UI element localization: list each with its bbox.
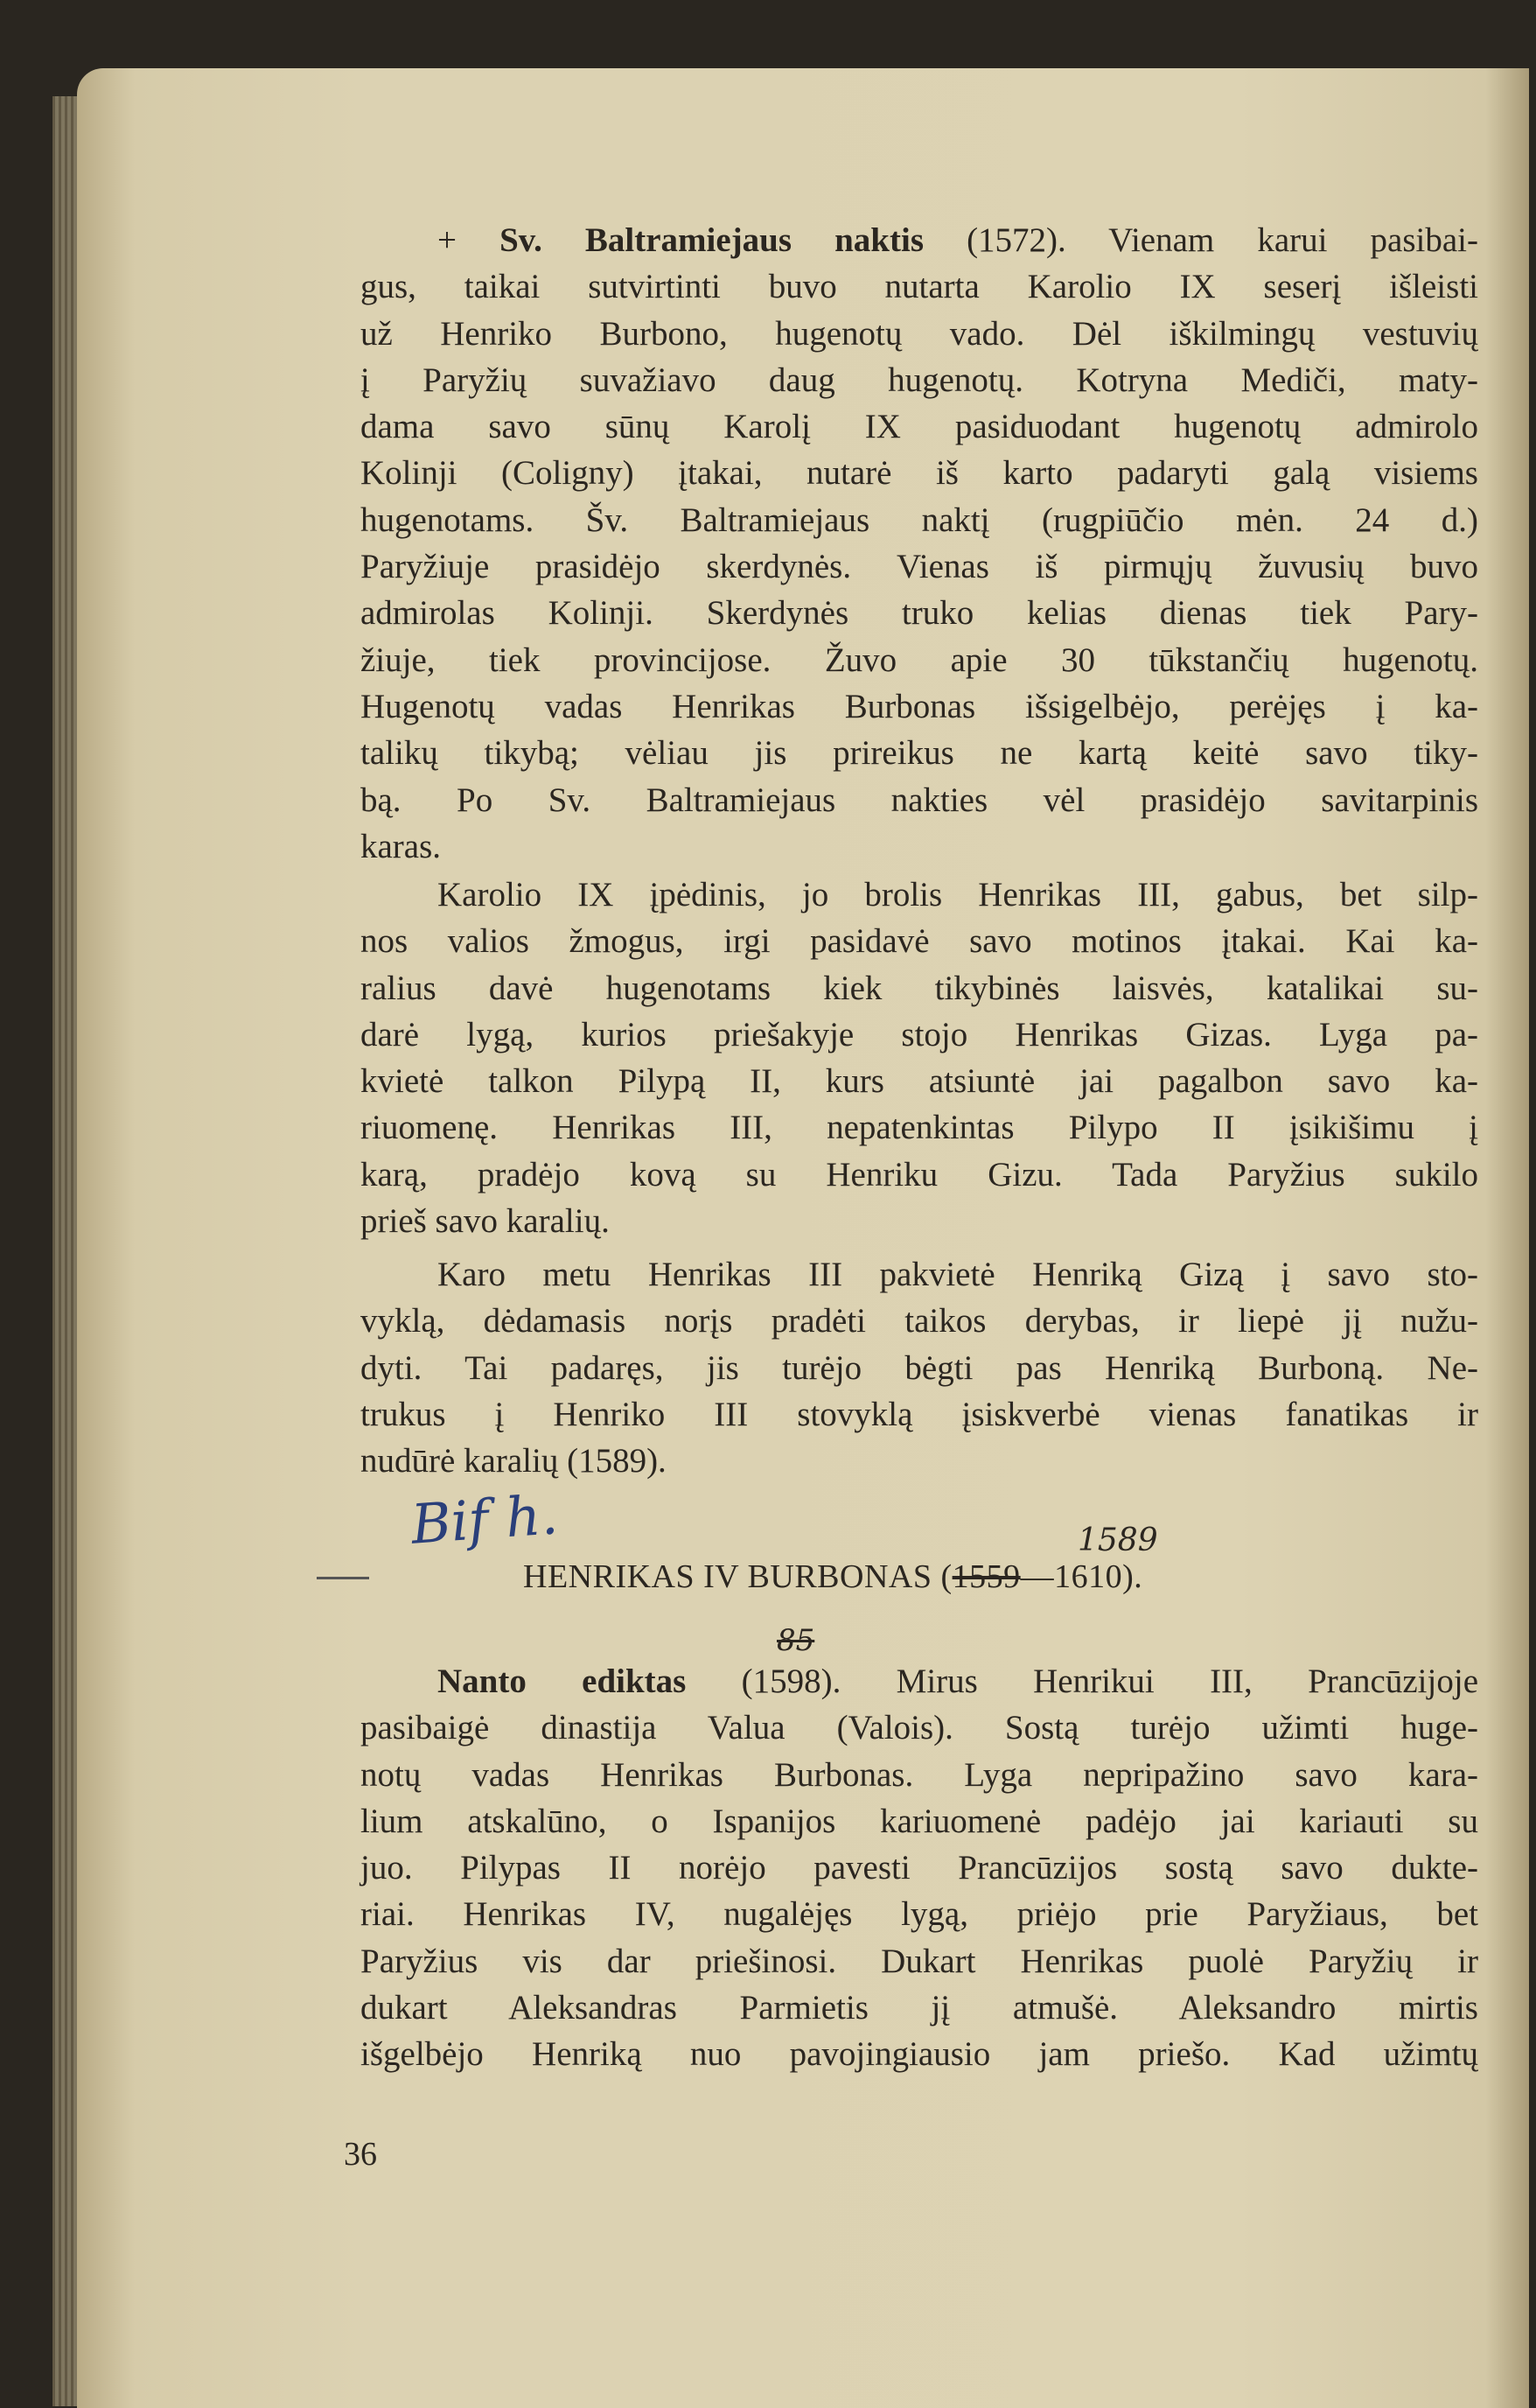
text-line (360, 1658, 1478, 1704)
text-line: dyti. Tai padaręs, jis turėjo bėgti pas Henriką Burboną. Ne- (360, 1348, 1478, 1387)
heading-end: —1610). (1020, 1558, 1143, 1595)
text-line: pasibaigė dinastija Valua (Valois). Sostą turėjo užimti huge- (360, 1709, 1478, 1747)
handwritten-year-correction: 1589 (1078, 1522, 1158, 1558)
text-line: Hugenotų vadas Henrikas Burbonas išsigelbėjo, perėjęs į ka- (360, 687, 1478, 725)
text-line: admirolas Kolinji. Skerdynės truko kelias dienas tiek Pary- (360, 594, 1478, 633)
paragraph-st-bartholomew (360, 217, 1478, 870)
paragraph-henry-iii (360, 872, 1478, 1244)
text-line: Karo metu Henrikas III pakvietė Henriką Gizą į savo sto- (437, 1256, 1478, 1293)
text-line: Kolinji (Coligny) įtakai, nutarė iš karto padaryti galą visiems (360, 454, 1478, 493)
bold-lead-phrase: Sv. Baltramiejaus naktis (499, 221, 924, 259)
text-line: riuomenę. Henrikas III, nepatenkintas Pilypo II įsikišimu į (360, 1109, 1478, 1147)
text-line: Paryžiuje prasidėjo skerdynės. Vienas iš pirmųjų žuvusių buvo (360, 548, 1478, 586)
text-line: gus, taikai sutvirtinti buvo nutarta Karolio IX seserį išleisti (360, 268, 1478, 306)
text-line: išgelbėjo Henriką nuo pavojingiausio jam priešo. Kad užimtų (360, 2035, 1478, 2074)
text-line: dukart Aleksandras Parmietis jį atmušė. Aleksandro mirtis (360, 1989, 1478, 2027)
text-line: trukus į Henriko III stovyklą įsiskverbė vienas fanatikas ir (360, 1395, 1478, 1433)
text-line: hugenotams. Šv. Baltramiejaus naktį (rugpiūčio mėn. 24 d.) (360, 500, 1478, 539)
heading-dash (317, 1577, 369, 1579)
text-line: žiuje, tiek provincijose. Žuvo apie 30 tūkstančių hugenotų. (360, 640, 1478, 679)
text-line: juo. Pilypas II norėjo pavesti Prancūzijos sostą savo dukte- (360, 1849, 1478, 1887)
text-line: lium atskalūno, o Ispanijos kariuomenė padėjo jai kariauti su (360, 1802, 1478, 1840)
handwritten-margin-note: Bif h. (408, 1482, 561, 1557)
text-line: darė lygą, kurios priešakyje stojo Henrikas Gizas. Lyga pa- (360, 1015, 1478, 1054)
text-line: vyklą, dėdamasis norįs pradėti taikos derybas, ir liepė jį nužu- (360, 1302, 1478, 1340)
paragraph-edict-of-nantes (360, 1658, 1478, 2078)
text-line: karą, pradėjo kovą su Henriku Gizu. Tada Paryžius sukilo (360, 1155, 1478, 1194)
text-line: Paryžius vis dar priešinosi. Dukart Henrikas puolė Paryžių ir (360, 1942, 1478, 1980)
text-line: nos valios žmogus, irgi pasidavė savo motinos įtakai. Kai ka- (360, 922, 1478, 961)
heading-title: HENRIKAS IV BURBONAS ( (523, 1558, 953, 1595)
text-line: dama savo sūnų Karolį IX pasiduodant hugenotų admirolo (360, 408, 1478, 446)
bold-lead-phrase: Nanto ediktas (437, 1662, 687, 1700)
text-line: talikų tikybą; vėliau jis prireikus ne kartą keitė savo tiky- (360, 734, 1478, 773)
text-line: prieš savo karalių. (360, 1202, 610, 1241)
text-line: už Henriko Burbono, hugenotų vado. Dėl iškilmingų vestuvių (360, 314, 1478, 353)
text-fragment: + (437, 221, 500, 259)
text-line: karas. (360, 827, 442, 865)
page-number: 36 (344, 2136, 377, 2173)
text-line: ralius davė hugenotams kiek tikybinės laisvės, katalikai su- (360, 969, 1478, 1007)
text-line: nudūrė karalių (1589). (360, 1442, 667, 1480)
text-line: į Paryžių suvažiavo daug hugenotų. Kotryna Mediči, maty- (360, 360, 1478, 399)
text-fragment: (1598). Mirus Henrikui III, Prancūzijoje (686, 1662, 1478, 1700)
text-line: riai. Henrikas IV, nugalėjęs lygą, priėjo prie Paryžiaus, bet (360, 1895, 1478, 1934)
text-line: notų vadas Henrikas Burbonas. Lyga nepripažino savo kara- (360, 1755, 1478, 1794)
text-line: kvietė talkon Pilypą II, kurs atsiuntė jai pagalbon savo ka- (360, 1062, 1478, 1101)
text-line: bą. Po Sv. Baltramiejaus nakties vėl prasidėjo savitarpinis (360, 780, 1478, 819)
heading-struck-year: 1559 (952, 1558, 1021, 1595)
text-line (360, 217, 1478, 263)
text-fragment: (1572). Vienam karui pasibai- (924, 221, 1478, 259)
handwritten-page-ref: 85 (777, 1623, 815, 1658)
paragraph-war-assassination (360, 1251, 1478, 1484)
text-line: Karolio IX įpėdinis, jo brolis Henrikas III, gabus, bet silp- (437, 876, 1478, 914)
